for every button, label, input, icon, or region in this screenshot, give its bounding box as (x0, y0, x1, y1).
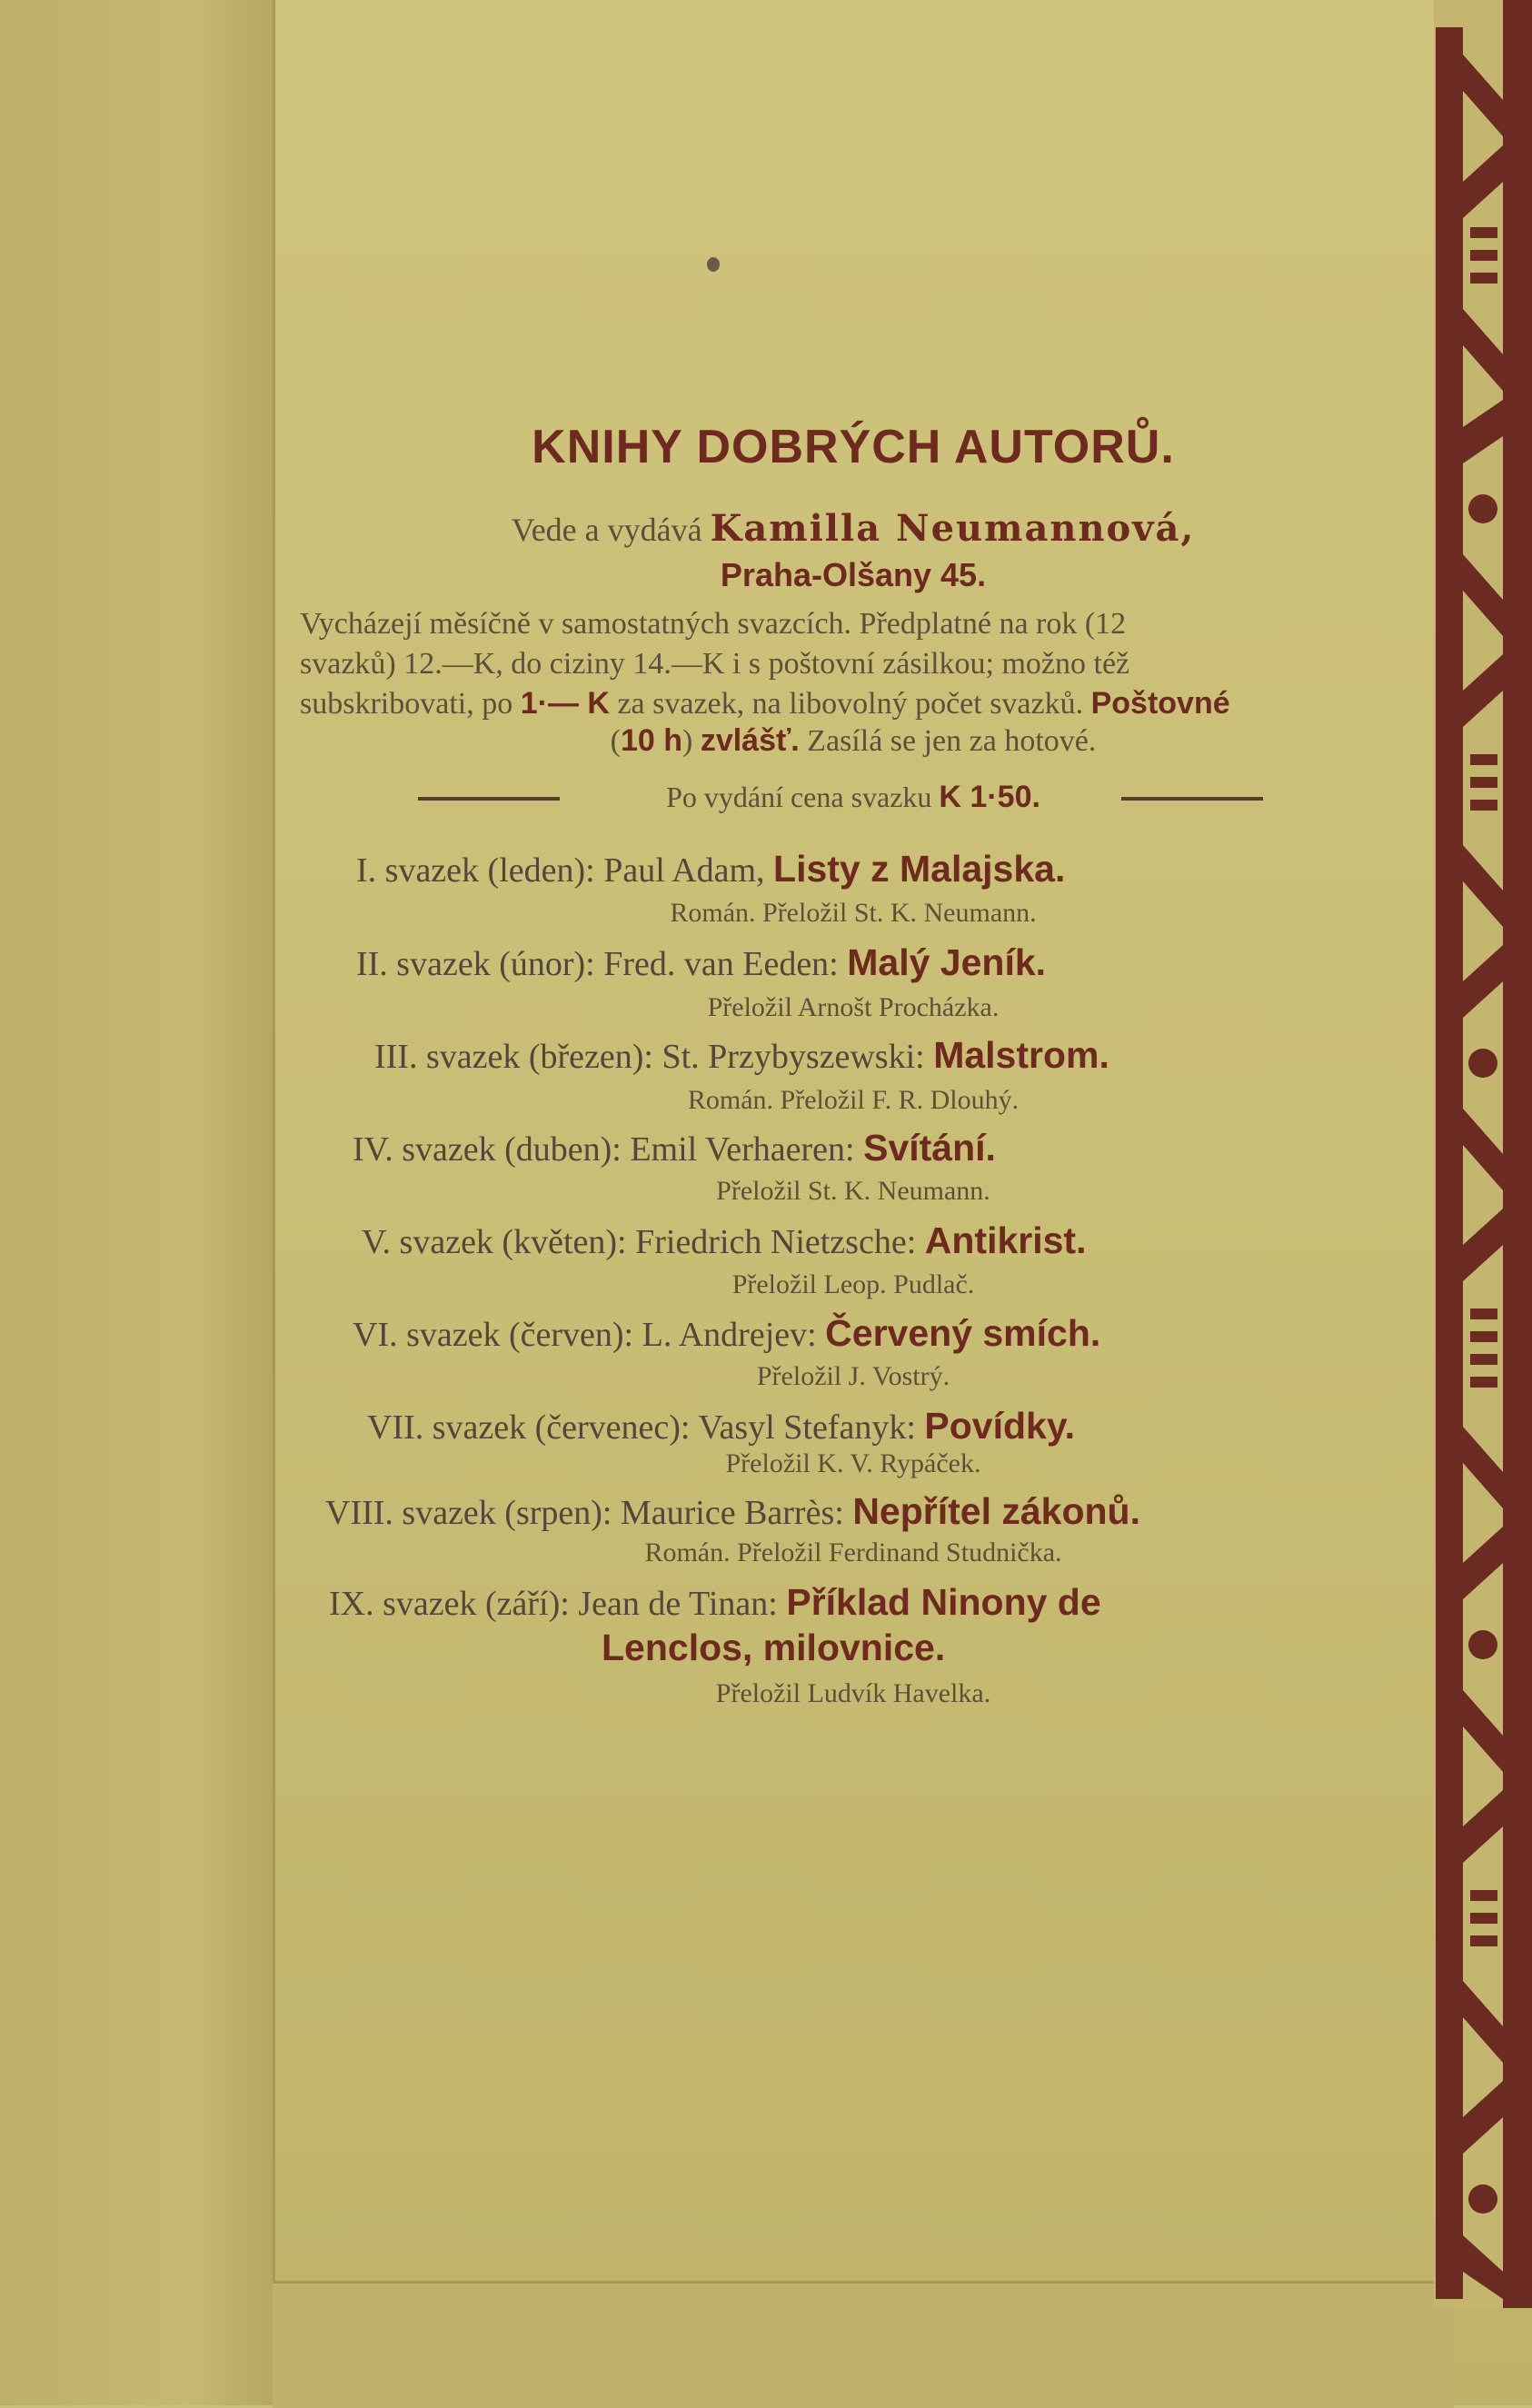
publisher-address: Praha-Olšany 45. (720, 556, 987, 593)
volume-title: Nepřítel zákonů. (852, 1490, 1140, 1532)
paren-close: ) (681, 724, 693, 758)
volume-author: Friedrich Nietzsche: (635, 1223, 917, 1261)
volume-entry (356, 941, 1046, 984)
left-flap (0, 0, 275, 2405)
volume-entry (367, 1405, 1075, 1448)
volume-note: Román. Přeložil St. K. Neumann. (670, 898, 1037, 928)
bottom-flap (273, 2281, 1454, 2408)
volume-label: I. svazek (leden): (356, 851, 595, 890)
volume-note: Přeložil Ludvík Havelka. (715, 1678, 991, 1708)
ornamental-border-pattern (1434, 0, 1532, 2308)
volume-title: Červený smích. (825, 1312, 1101, 1354)
price-value: K 1·50. (939, 780, 1040, 814)
volume-label: IV. svazek (duben): (353, 1130, 622, 1169)
volume-title: Malý Jeník. (847, 941, 1047, 983)
subscription-line-2: svazků) 12.—K, do ciziny 14.—K i s poštovní zásilkou; možno též (300, 647, 1130, 681)
volume-author: Vasyl Stefanyk: (698, 1408, 916, 1447)
cash-only-note: Zasílá se jen za hotové. (807, 724, 1097, 758)
volume-title: Listy z Malajska. (773, 848, 1066, 890)
volume-note: Román. Přeložil F. R. Dlouhý. (687, 1085, 1020, 1115)
subscription-text: za svazek, na libovolný počet svazků. (617, 687, 1084, 721)
postage-separate: zvlášť. (700, 723, 800, 758)
volume-title: Svítání. (863, 1127, 996, 1169)
paren-open: ( (610, 724, 621, 758)
postage-amount: 10 h (620, 723, 682, 758)
publisher-name: Kamilla Neumannová, (710, 507, 1196, 550)
volume-title: Příklad Ninony de (786, 1581, 1101, 1623)
volume-author: Paul Adam, (603, 851, 765, 890)
volume-author: Fred. van Eeden: (603, 945, 839, 983)
volume-title-continued (602, 1627, 945, 1669)
volume-entry (353, 1127, 996, 1169)
volume-note: Přeložil Leop. Pudlač. (731, 1269, 975, 1299)
subscription-text: subskribovati, po (300, 687, 513, 721)
volume-label: II. svazek (únor): (356, 945, 595, 983)
volume-note: Román. Přeložil Ferdinand Studnička. (644, 1537, 1062, 1567)
volume-author: L. Andrejev: (642, 1316, 817, 1354)
volume-note: Přeložil K. V. Rypáček. (725, 1448, 981, 1478)
volume-author: St. Przybyszewski: (662, 1038, 925, 1076)
volume-note: Přeložil St. K. Neumann. (716, 1176, 990, 1206)
volume-label: IX. svazek (září): (329, 1585, 570, 1623)
volume-label: VII. svazek (červenec): (367, 1408, 691, 1447)
volume-author: Emil Verhaeren: (630, 1130, 855, 1169)
subscription-line-3 (300, 686, 1230, 721)
volume-label: VI. svazek (červen): (353, 1316, 634, 1354)
volume-title: Antikrist. (924, 1219, 1087, 1261)
volume-entry (356, 848, 1065, 891)
volume-author: Maurice Barrès: (620, 1494, 844, 1532)
volume-entry (374, 1034, 1109, 1077)
publisher-line (273, 507, 1434, 550)
volume-title: Povídky. (924, 1405, 1075, 1447)
divider-right (1121, 797, 1263, 801)
subscription-line-4 (273, 723, 1434, 759)
ornamental-border-svg (1434, 0, 1532, 2308)
volume-note: Přeložil J. Vostrý. (756, 1361, 950, 1391)
page-title: KNIHY DOBRÝCH AUTORŮ. (532, 421, 1175, 473)
postage-label: Poštovné (1090, 686, 1230, 721)
volume-label: V. svazek (květen): (362, 1223, 627, 1261)
price-note-text: Po vydání cena svazku (666, 781, 932, 813)
volume-label: VIII. svazek (srpen): (325, 1494, 612, 1532)
volume-note: Přeložil Arnošt Procházka. (707, 992, 1000, 1022)
printed-page (273, 0, 1434, 2281)
subscription-price: 1·— K (520, 686, 610, 721)
volume-entry (353, 1312, 1100, 1355)
volume-title: Malstrom. (933, 1034, 1109, 1076)
volume-entry (325, 1490, 1140, 1533)
subscription-line-1: Vycházejí měsíčně v samostatných svazcích. Předplatné na rok (12 (300, 607, 1127, 641)
volume-entry (329, 1581, 1101, 1624)
ink-spot (707, 257, 720, 272)
volume-title: Lenclos, milovnice. (602, 1627, 946, 1668)
volume-label: III. svazek (březen): (374, 1038, 653, 1076)
volume-author: Jean de Tinan: (578, 1585, 778, 1623)
publisher-prefix: Vede a vydává (511, 512, 702, 548)
volume-entry (362, 1219, 1086, 1262)
